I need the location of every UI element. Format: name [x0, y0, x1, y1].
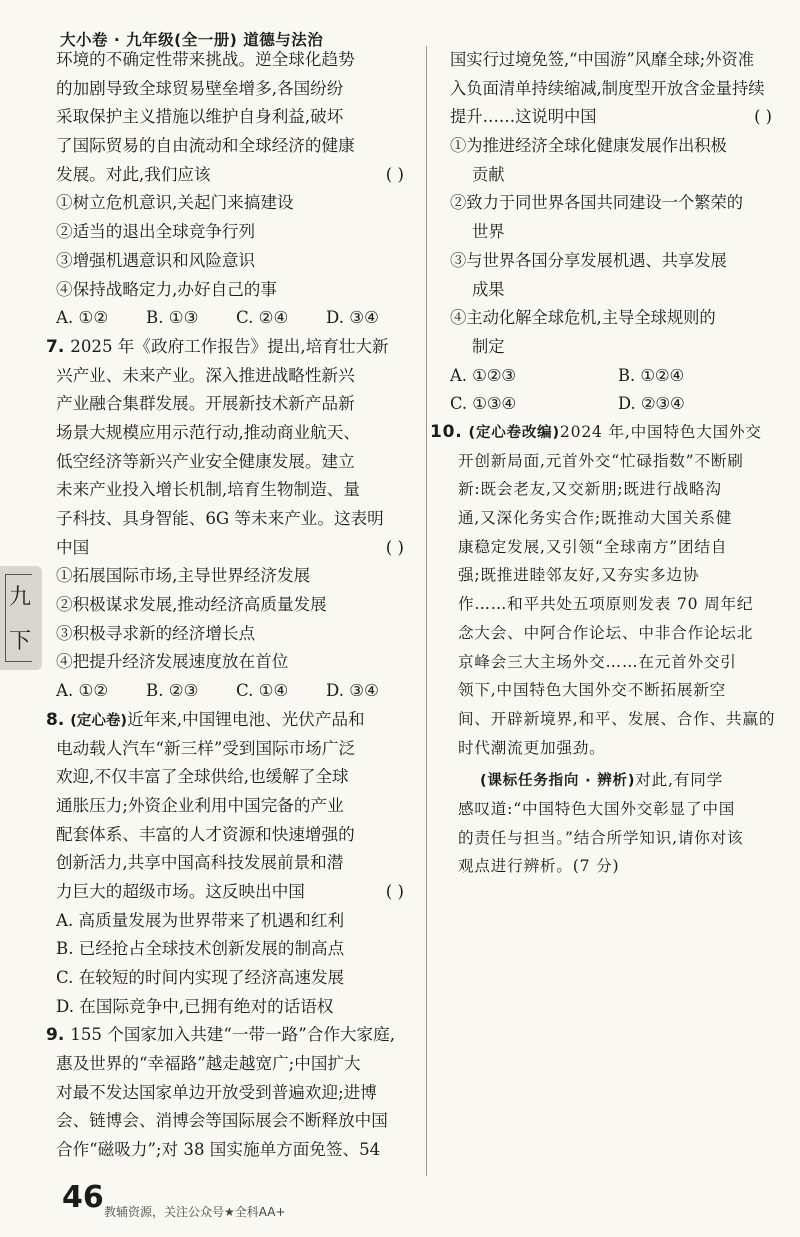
- statement-item: ④把提升经济发展速度放在首位: [56, 652, 289, 672]
- option-c: C. ①③④: [450, 394, 517, 414]
- text-line: 合作“磁吸力”;对 38 国实施单方面免签、54: [56, 1140, 381, 1160]
- page-number: 46: [62, 1180, 104, 1215]
- text-line: 感叹道:“中国特色大国外交彰显了中国: [458, 799, 736, 818]
- text-span: 发展。对此,我们应该: [56, 164, 211, 184]
- grade-side-tab: [0, 566, 42, 670]
- option-b: B. ①③: [146, 308, 199, 328]
- text-span: 力巨大的超级市场。这反映出中国: [56, 881, 305, 901]
- text-line: 间、开辟新境界,和平、发展、合作、共赢的: [458, 709, 776, 728]
- option-a: A. ①②③: [450, 365, 516, 385]
- option-a: A. ①②: [56, 681, 109, 701]
- option-c: C. ②④: [236, 308, 289, 328]
- statement-item: ③增强机遇意识和风险意识: [56, 250, 256, 270]
- text-line: 创新活力,共享中国高科技发展前景和潜: [56, 853, 344, 873]
- statement-item: ④主动化解全球危机,主导全球规则的: [450, 308, 716, 328]
- text-span: 2025 年《政府工作报告》提出,培育壮大新: [70, 336, 389, 356]
- option-d: D. ③④: [326, 681, 380, 701]
- text-line: [46, 706, 418, 735]
- text-line: [450, 103, 786, 132]
- text-line: [56, 534, 418, 563]
- statement-item-cont: 成果: [472, 279, 505, 299]
- option-b: B. 已经抢占全球技术创新发展的制高点: [56, 939, 345, 959]
- text-line: [430, 418, 786, 447]
- text-line: 念大会、中阿合作论坛、中非合作论坛北: [458, 623, 754, 642]
- option-a: A. ①②: [56, 308, 109, 328]
- answer-blank: ( ): [385, 881, 404, 901]
- statement-item: ②积极谋求发展,推动经济高质量发展: [56, 595, 327, 615]
- source-tag: (定心卷): [70, 712, 128, 729]
- text-line: 环境的不确定性带来挑战。逆全球化趋势: [56, 50, 355, 69]
- text-line: 场景大规模应用示范行动,推动商业航天、: [56, 422, 360, 442]
- text-line: 低空经济等新兴产业安全健康发展。建立: [56, 451, 355, 471]
- text-span: 近年来,中国锂电池、光伏产品和: [127, 709, 365, 729]
- question-number: 10.: [430, 422, 463, 442]
- statement-item-cont: 贡献: [472, 164, 505, 184]
- text-line: 电动载人汽车“新三样”受到国际市场广泛: [56, 738, 356, 758]
- text-line: 通,又深化务实合作;既推动大国关系健: [458, 509, 733, 528]
- text-line: 时代潮流更加强劲。: [458, 738, 606, 757]
- text-line: 康稳定发展,又引领“全球南方”团结自: [458, 537, 728, 556]
- text-line: 观点进行辨析。(7 分): [458, 857, 620, 876]
- text-line: 入负面清单持续缩减,制度型开放含金量持续: [450, 78, 765, 98]
- statement-item: ④保持战略定力,办好自己的事: [56, 279, 277, 299]
- text-line: 开创新局面,元首外交“忙碌指数”不断刷: [458, 451, 744, 470]
- statement-item: ③积极寻求新的经济增长点: [56, 623, 256, 643]
- text-line: 子科技、具身智能、6G 等未来产业。这表明: [56, 509, 384, 528]
- text-line: 强;既推进睦邻友好,又夯实多边协: [458, 566, 700, 585]
- text-span: 提升……这说明中国: [450, 107, 597, 127]
- column-divider: [426, 46, 427, 1176]
- statement-item-cont: 世界: [472, 222, 505, 242]
- text-line: 会、链博会、消博会等国际展会不断释放中国: [56, 1111, 388, 1131]
- text-line: 领下,中国特色大国外交不断拓展新空: [458, 681, 727, 700]
- text-line: 配套体系、丰富的人才资源和快速增强的: [56, 824, 355, 844]
- answer-options: [56, 677, 418, 706]
- text-span: 对此,有同学: [635, 771, 723, 790]
- answer-blank: ( ): [754, 107, 772, 127]
- text-span: 中国: [56, 537, 90, 557]
- answer-blank: ( ): [385, 537, 404, 557]
- question-8: [46, 706, 418, 1022]
- question-number: 8.: [46, 709, 65, 730]
- side-tab-char: 九: [9, 585, 32, 610]
- question-6-continuation: [56, 46, 418, 333]
- text-line: [430, 766, 786, 795]
- option-b: B. ①②④: [618, 365, 685, 385]
- answer-options: [450, 362, 786, 391]
- text-line: 新:既会老友,又交新朋;既进行战略沟: [458, 480, 722, 499]
- text-line: 惠及世界的“幸福路”越走越宽广;中国扩大: [56, 1054, 361, 1074]
- statement-item: ③与世界各国分享发展机遇、共享发展: [450, 250, 727, 270]
- question-10: [430, 418, 786, 881]
- text-line: [46, 333, 418, 362]
- question-9: [46, 1021, 418, 1164]
- text-line: 京峰会三大主场外交……在元首外交引: [458, 652, 737, 671]
- text-span: 155 个国家加入共建“一带一路”合作大家庭,: [70, 1025, 395, 1045]
- page-header: 大小卷 · 九年级(全一册) 道德与法治: [60, 31, 324, 49]
- option-c: C. 在较短的时间内实现了经济高速发展: [56, 968, 345, 987]
- text-span: 2024 年,中国特色大国外交: [559, 423, 762, 441]
- answer-options: [450, 390, 786, 419]
- text-line: 的加剧导致全球贸易壁垒增多,各国纷纷: [56, 78, 344, 98]
- text-line: 对最不发达国家单边开放受到普遍欢迎;进博: [56, 1082, 377, 1102]
- text-line: 的责任与担当。”结合所学知识,请你对该: [458, 828, 744, 847]
- text-line: [46, 1021, 418, 1050]
- text-line: 了国际贸易的自由流动和全球经济的健康: [56, 136, 355, 156]
- option-c: C. ①④: [236, 681, 289, 701]
- text-line: 国实行过境免签,“中国游”风靡全球;外资准: [450, 50, 755, 69]
- question-7: [46, 333, 418, 706]
- statement-item: ①树立危机意识,关起门来搞建设: [56, 193, 294, 213]
- statement-item: ②适当的退出全球竞争行列: [56, 222, 256, 242]
- text-line: 未来产业投入增长机制,培育生物制造、量: [56, 480, 360, 500]
- text-line: 作……和平共处五项原则发表 70 周年纪: [458, 595, 754, 614]
- statement-item-cont: 制定: [472, 336, 505, 356]
- text-line: 兴产业、未来产业。深入推进战略性新兴: [56, 365, 355, 385]
- task-tag: (课标任务指向 · 辨析): [480, 773, 636, 790]
- answer-blank: ( ): [385, 164, 404, 184]
- option-a: A. 高质量发展为世界带来了机遇和红利: [56, 910, 345, 930]
- text-line: [56, 878, 418, 907]
- option-d: D. ②③④: [618, 394, 685, 414]
- footer-note: 教辅资源，关注公众号★全科AA+: [104, 1205, 286, 1219]
- text-line: 欢迎,不仅丰富了全球供给,也缓解了全球: [56, 767, 349, 787]
- text-line: 采取保护主义措施以维护自身利益,破坏: [56, 107, 344, 127]
- source-tag: (定心卷改编): [468, 425, 560, 441]
- option-d: D. ③④: [326, 308, 380, 328]
- side-tab-char: 下: [9, 629, 32, 654]
- question-number: 9.: [46, 1025, 65, 1046]
- right-column-upper: [450, 46, 786, 419]
- text-line: 产业融合集群发展。开展新技术新产品新: [56, 394, 355, 414]
- answer-options: [56, 304, 418, 333]
- text-line: [56, 161, 418, 190]
- statement-item: ①为推进经济全球化健康发展作出积极: [450, 136, 727, 156]
- option-b: B. ②③: [146, 681, 199, 701]
- statement-item: ①拓展国际市场,主导世界经济发展: [56, 566, 311, 586]
- text-line: 通胀压力;外资企业利用中国完备的产业: [56, 795, 344, 815]
- question-number: 7.: [46, 336, 65, 357]
- left-column: [46, 46, 418, 1165]
- statement-item: ②致力于同世界各国共同建设一个繁荣的: [450, 193, 744, 213]
- option-d: D. 在国际竞争中,已拥有绝对的话语权: [56, 996, 334, 1016]
